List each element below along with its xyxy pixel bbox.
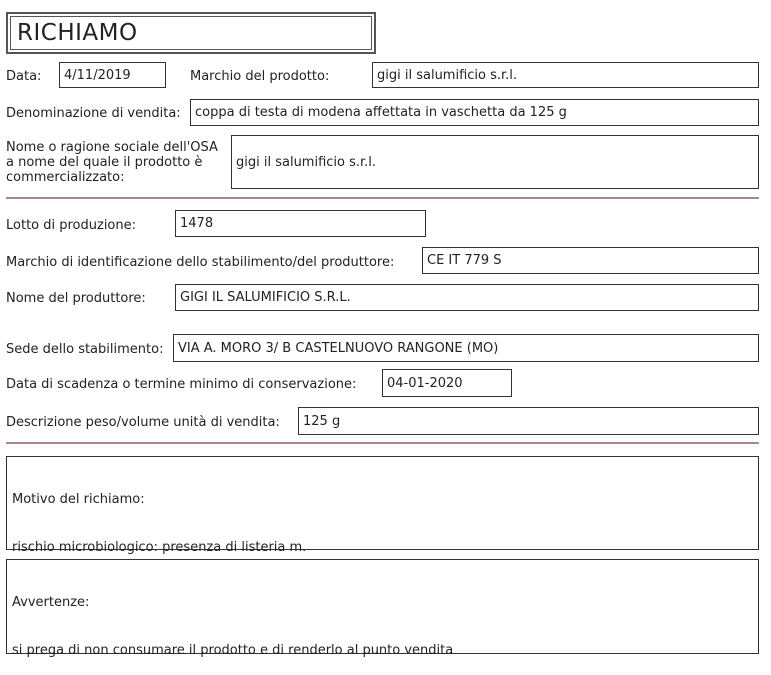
lot-field[interactable]: 1478: [175, 210, 426, 237]
brand-label: Marchio del prodotto:: [190, 69, 330, 84]
osa-label-line-2: a nome del quale il prodotto è: [6, 155, 203, 170]
expiry-field[interactable]: 04-01-2020: [382, 369, 512, 397]
osa-label-line-1: Nome o ragione sociale dell'OSA: [6, 140, 218, 155]
plant-location-field[interactable]: VIA A. MORO 3/ B CASTELNUOVO RANGONE (MO): [173, 334, 759, 362]
weight-field[interactable]: 125 g: [298, 407, 759, 435]
expiry-label: Data di scadenza o termine minimo di conservazione:: [6, 377, 357, 392]
brand-field[interactable]: gigi il salumificio s.r.l.: [372, 62, 759, 88]
producer-field[interactable]: GIGI IL SALUMIFICIO S.R.L.: [175, 284, 759, 311]
date-label: Data:: [6, 69, 42, 84]
title-box: [6, 12, 376, 54]
plant-location-label: Sede dello stabilimento:: [6, 342, 164, 357]
warnings-label: Avvertenze:: [12, 595, 90, 610]
recall-reason-box[interactable]: [6, 456, 759, 555]
id-mark-label: Marchio di identificazione dello stabilimento/del produttore:: [6, 255, 395, 270]
recall-reason-label: Motivo del richiamo:: [12, 492, 145, 507]
date-field[interactable]: 4/11/2019: [59, 62, 166, 88]
id-mark-field[interactable]: CE IT 779 S: [422, 247, 759, 274]
section-divider: [6, 197, 759, 199]
osa-label-line-3: commercializzato:: [6, 170, 125, 185]
weight-label: Descrizione peso/volume unità di vendita:: [6, 415, 280, 430]
producer-label: Nome del produttore:: [6, 291, 146, 306]
lot-label: Lotto di produzione:: [6, 218, 137, 233]
osa-label: [6, 140, 218, 185]
page-title: RICHIAMO: [10, 16, 372, 50]
sales-name-field[interactable]: coppa di testa di modena affettata in vaschetta da 125 g: [190, 99, 759, 126]
sales-name-label: Denominazione di vendita:: [6, 106, 181, 121]
warnings-box[interactable]: [6, 559, 759, 658]
section-divider: [6, 442, 759, 444]
osa-field[interactable]: gigi il salumificio s.r.l.: [231, 135, 759, 189]
recall-reason-text: rischio microbiologico: presenza di listeria m.: [12, 540, 307, 555]
warnings-text: si prega di non consumare il prodotto e di renderlo al punto vendita: [12, 643, 454, 658]
